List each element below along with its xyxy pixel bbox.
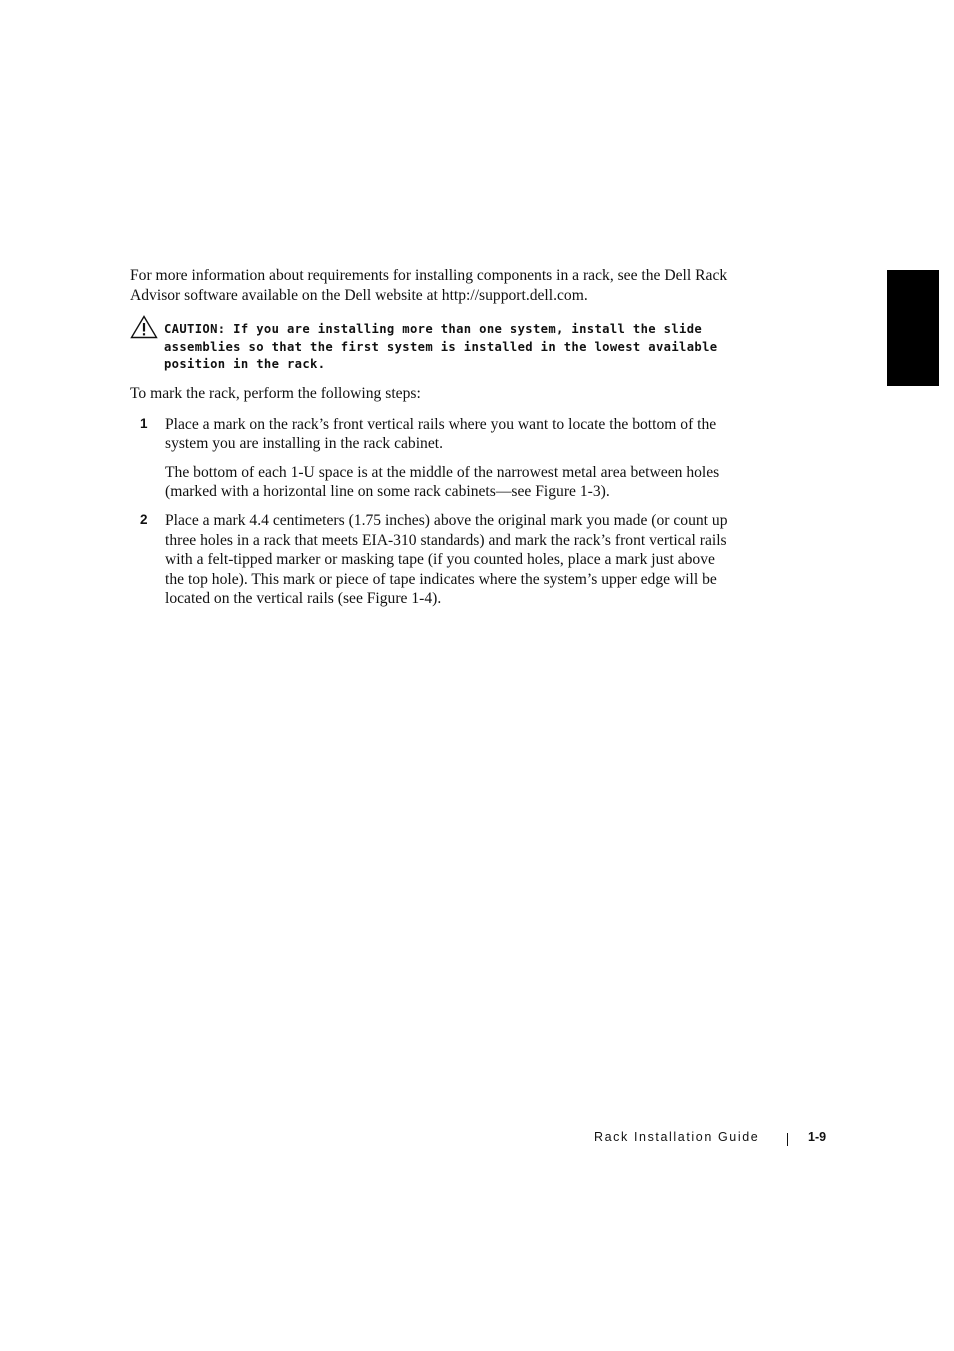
steps-lead: To mark the rack, perform the following steps: (130, 384, 421, 402)
intro-text: For more information about requirements for installing components in a rack, see the Dell Rack Advisor software available on the Dell website at (130, 267, 728, 304)
intro-end: . (583, 286, 588, 304)
chapter-tab-marker (887, 270, 939, 386)
support-link[interactable]: http://support.dell.com (441, 286, 584, 304)
list-item (130, 415, 736, 502)
page-content (130, 266, 736, 618)
footer-divider (787, 1133, 788, 1146)
step-number: 2 (140, 511, 148, 527)
intro-paragraph (130, 266, 736, 305)
steps-list (130, 415, 736, 609)
footer-title: Rack Installation Guide (594, 1130, 760, 1144)
caution-block (130, 321, 736, 374)
warning-triangle-icon (130, 315, 158, 339)
page-footer (594, 1130, 834, 1150)
step-note: The bottom of each 1-U space is at the middle of the narrowest metal area between holes (marked with a horizontal line on some rack cabinets—see Figure 1-3). (165, 463, 720, 501)
step-text: Place a mark 4.4 centimeters (1.75 inches) above the original mark you made (or count up three holes in a rack that meets EIA-310 standards) and mark the rack’s front vertical rails with a felt-tipped marker or masking tape (if you counted holes, place a mark just above the top hole). This mark or piece of tape indicates where the system’s upper edge will be located on the vertical rails (see Figure 1-4). (165, 511, 728, 608)
list-item (130, 511, 736, 609)
step-text: Place a mark on the rack’s front vertical rails where you want to locate the bottom of the system you are installing in the rack cabinet. (165, 415, 717, 453)
caution-text: CAUTION: If you are installing more than one system, install the slide assemblies so that the first system is installed in the lowest available position in the rack. (164, 322, 718, 372)
step-number: 1 (140, 415, 148, 431)
page-number: 1-9 (808, 1130, 827, 1144)
